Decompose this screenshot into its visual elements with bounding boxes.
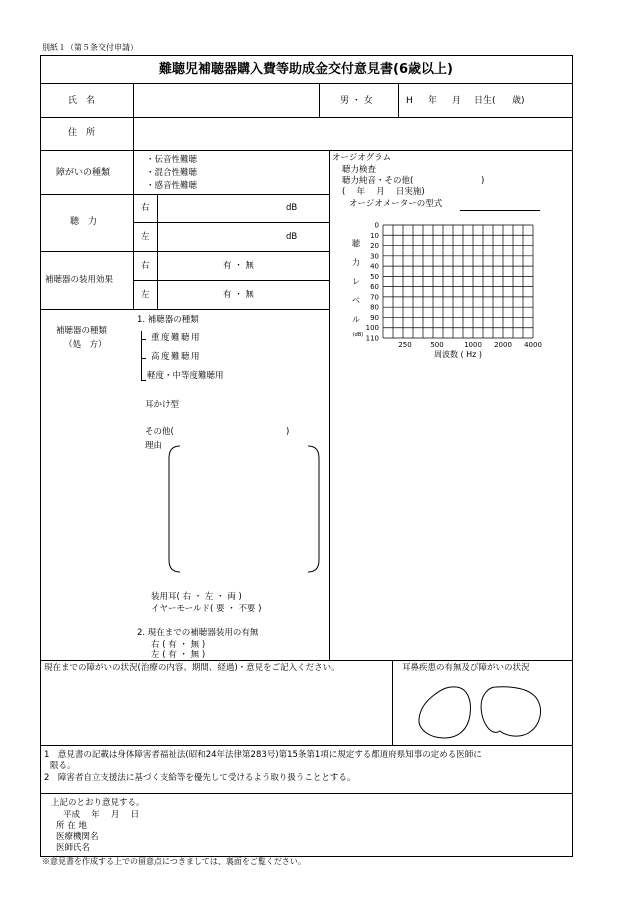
birth-month-label: 月 <box>452 96 462 106</box>
divider <box>319 83 320 117</box>
ear-type[interactable]: 耳かけ型 <box>145 400 180 410</box>
address-field[interactable] <box>134 118 570 149</box>
y-tick-label: 110 <box>365 334 379 343</box>
disability-option[interactable]: ・感音性難聴 <box>146 181 198 191</box>
aid-section1: 1. 補聴器の種類 <box>137 315 199 325</box>
reason-box[interactable] <box>166 444 322 574</box>
sign-date[interactable]: 平成 年 月 日 <box>63 810 140 820</box>
divider <box>40 793 572 794</box>
x-axis-label: 周波数 ( Hz ) <box>433 350 483 359</box>
x-tick-label: 500 <box>430 341 444 349</box>
y-axis-label-char: ル <box>352 315 360 324</box>
y-tick-label: 40 <box>370 262 379 271</box>
status-label: 現在までの障がいの状況(治療の内容、期間、経過)・意見をご記入ください。 <box>44 663 340 673</box>
note-2: 2 障害者自立支援法に基づく支給等を優先して受けるよう取り扱うこととする。 <box>44 773 356 783</box>
aid-label-sub: （処 方） <box>64 340 107 350</box>
effect-right-label: 右 <box>141 261 150 271</box>
sign-doctor: 医師氏名 <box>56 843 91 853</box>
hearing-label: 聴 力 <box>70 217 98 227</box>
divider <box>392 660 393 745</box>
ear-diagram[interactable] <box>414 683 554 741</box>
y-tick-label: 20 <box>370 242 379 251</box>
page-title: 難聴児補聴器購入費等助成金交付意見書(6歳以上) <box>159 62 453 77</box>
y-tick-label: 60 <box>370 283 379 292</box>
divider <box>40 251 329 252</box>
divider <box>157 194 158 309</box>
other-close: ) <box>286 427 290 437</box>
hearing-right-label: 右 <box>141 203 150 213</box>
hearing-left-unit: dB <box>286 232 298 242</box>
audiogram-puretone: 聴力純音・その他( <box>342 176 414 186</box>
birth-year-label: 年 <box>428 96 438 106</box>
y-tick-label: 80 <box>370 303 379 312</box>
status-field[interactable] <box>41 678 391 744</box>
audiogram-date: ( 年 月 日実施) <box>342 187 425 197</box>
y-tick-label: 0 <box>374 221 379 230</box>
address-label: 住 所 <box>68 128 96 138</box>
y-tick-label: 70 <box>370 293 379 302</box>
effect-label: 補聴器の装用効果 <box>45 275 114 285</box>
y-tick-label: 30 <box>370 252 379 261</box>
age-label: 歳) <box>512 96 525 106</box>
disability-option[interactable]: ・混合性難聴 <box>146 168 198 178</box>
bracket-tick <box>141 339 146 340</box>
aid-type-option[interactable]: 軽度・中等度難聴用 <box>147 371 224 381</box>
effect-right-value[interactable]: 有 ・ 無 <box>223 261 254 271</box>
footer-note: ※意見書を作成する上での留意点につきましては、裏面をご覧ください。 <box>42 857 306 866</box>
divider <box>40 660 572 661</box>
divider <box>40 194 329 195</box>
y-axis-label-char: 力 <box>352 258 360 267</box>
divider <box>40 745 572 746</box>
aid-type-option[interactable]: 重度難聴用 <box>151 333 202 343</box>
name-field[interactable] <box>134 84 318 116</box>
audiometer-model-field[interactable] <box>460 210 540 211</box>
divider <box>398 83 399 117</box>
y-tick-label: 90 <box>370 313 379 322</box>
note-1: 1 意見書の記載は身体障害者福祉法(昭和24年法律第283号)第15条第1項に規定する都道府県知事の定める医師に <box>44 750 482 760</box>
name-label: 氏 名 <box>68 96 96 106</box>
disability-label: 障がいの種類 <box>56 168 111 178</box>
sign-statement: 上記のとおり意見する。 <box>51 798 145 808</box>
aid-section2: 2. 現在までの補聴器装用の有無 <box>137 628 259 638</box>
reason-label: 理由 <box>145 441 163 451</box>
x-tick-label: 1000 <box>464 341 482 349</box>
hearing-right-unit: dB <box>286 203 298 213</box>
other-type[interactable]: その他( <box>145 427 174 437</box>
y-axis-label-char: 聴 <box>352 239 360 248</box>
divider <box>133 280 329 281</box>
effect-left-value[interactable]: 有 ・ 無 <box>223 290 254 300</box>
x-tick-label: 250 <box>398 341 412 349</box>
divider <box>133 83 134 309</box>
audiogram-test: 聴力検査 <box>342 165 377 175</box>
sign-institution: 医療機関名 <box>56 832 99 842</box>
form-label: 別紙１（第５条交付申請） <box>42 43 138 52</box>
sex-options[interactable]: 男 ・ 女 <box>340 96 373 106</box>
y-tick-label: 100 <box>365 324 379 333</box>
x-tick-label: 4000 <box>524 341 542 349</box>
prior-right[interactable]: 右 ( 有 ・ 無 ) <box>151 640 206 650</box>
aid-type-option[interactable]: 高度難聴用 <box>151 352 202 362</box>
effect-left-label: 左 <box>141 290 150 300</box>
divider <box>133 222 329 223</box>
audiogram-title: オージオグラム <box>332 153 392 163</box>
y-axis-label-char: ベ <box>352 296 360 305</box>
bracket-tick <box>141 380 146 381</box>
x-tick-label: 2000 <box>494 341 512 349</box>
sign-location: 所 在 地 <box>56 821 87 831</box>
divider <box>40 150 572 151</box>
wear-ear[interactable]: 装用耳( 右 ・ 左 ・ 両 ) <box>151 592 242 602</box>
hearing-left-label: 左 <box>141 232 150 242</box>
audiometer-model: オージオメーターの型式 <box>349 199 443 209</box>
birth-era: H <box>406 96 413 106</box>
note-1-cont: 限る。 <box>50 761 76 771</box>
y-tick-label: 50 <box>370 272 379 281</box>
aid-label: 補聴器の種類 <box>56 326 108 336</box>
bracket-tick <box>141 358 146 359</box>
disability-option[interactable]: ・伝音性難聴 <box>146 155 198 165</box>
y-axis-label-char: レ <box>352 277 360 286</box>
y-tick-label: 10 <box>370 231 379 240</box>
earmold[interactable]: イヤーモールド( 要 ・ 不要 ) <box>151 604 262 614</box>
y-axis-unit: (dB) <box>352 332 364 338</box>
prior-left[interactable]: 左 ( 有 ・ 無 ) <box>151 650 206 660</box>
audiogram-chart[interactable] <box>330 215 550 360</box>
divider <box>40 309 329 310</box>
ear-label: 耳鼻疾患の有無及び障がいの状況 <box>402 663 530 673</box>
birth-day-label: 日生( <box>474 96 496 106</box>
audiogram-puretone-close: ) <box>481 176 485 186</box>
